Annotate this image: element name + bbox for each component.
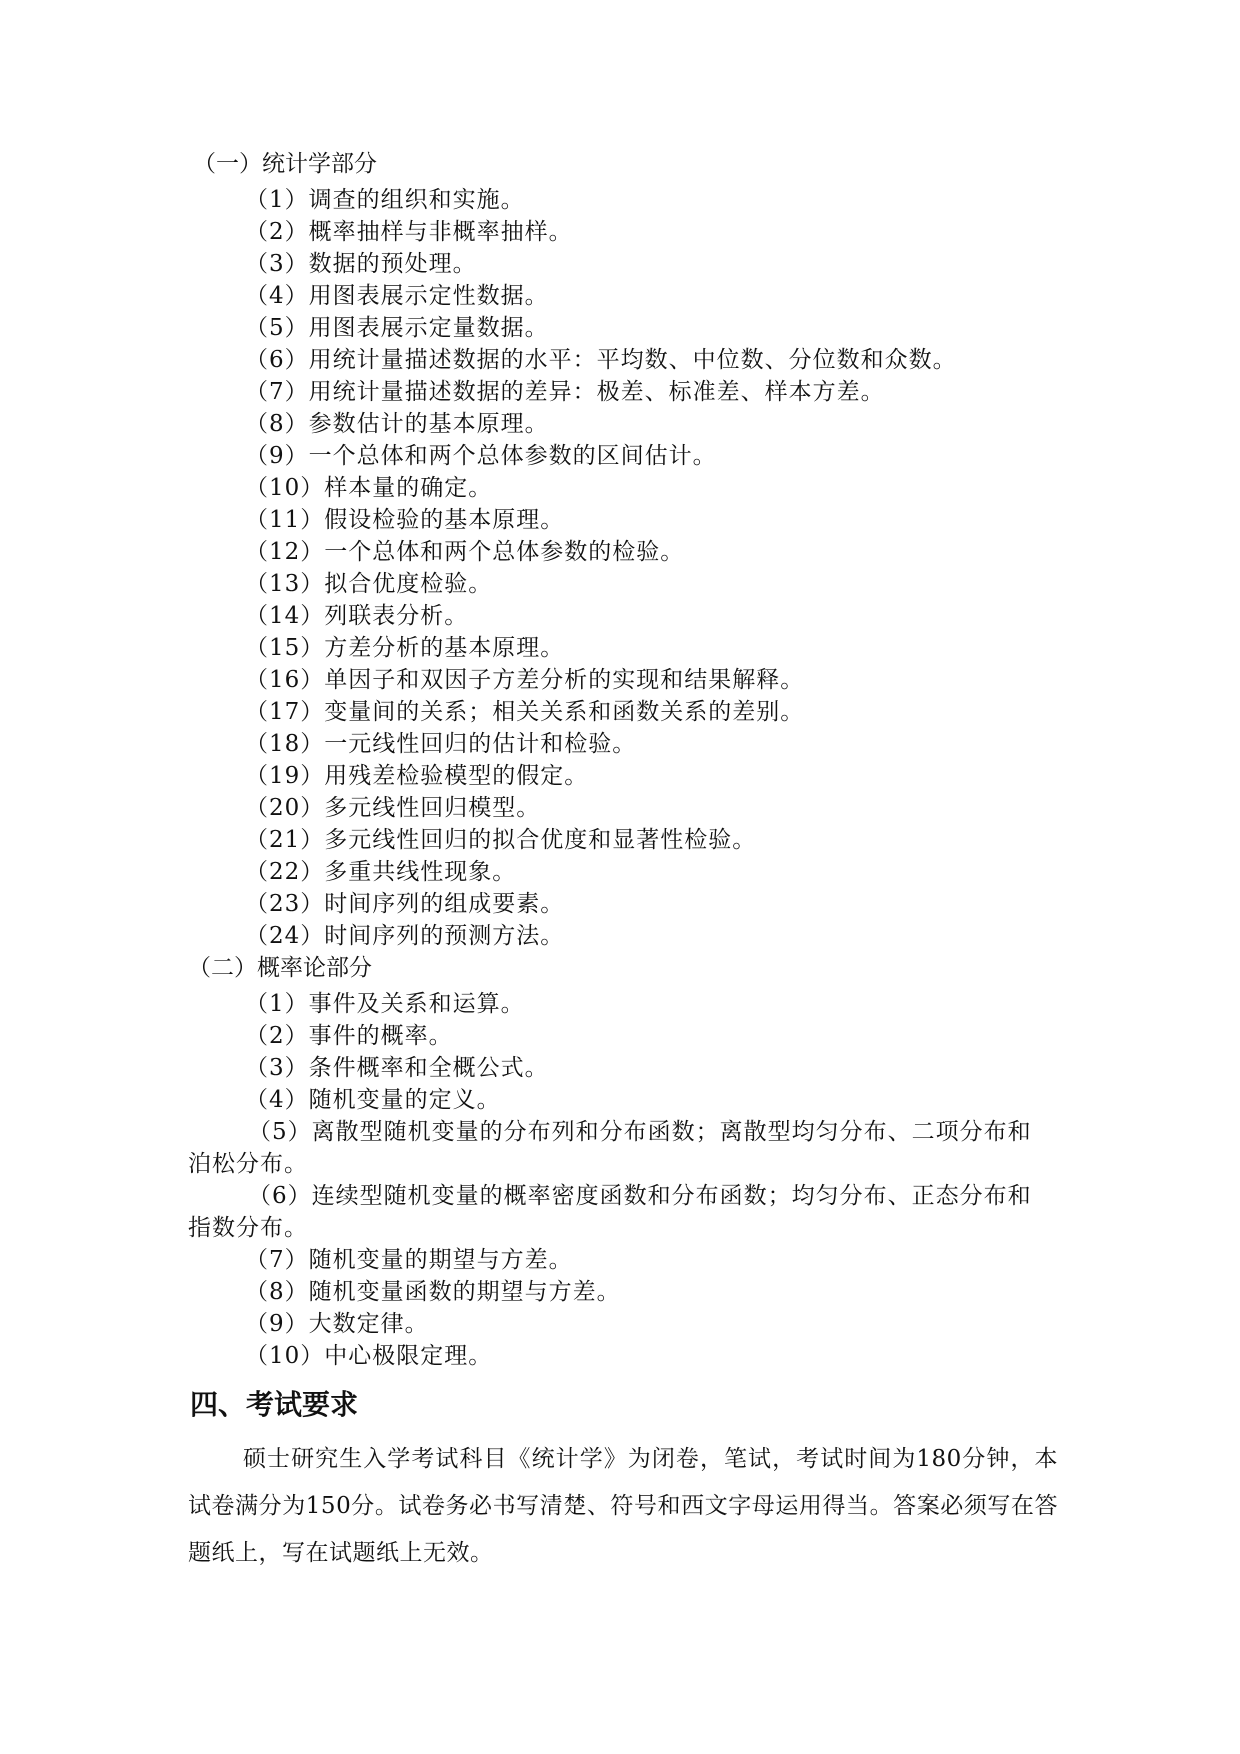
list-item: （14）列联表分析。: [245, 603, 469, 629]
exam-requirements-paragraph: 硕士研究生入学考试科目《统计学》为闭卷，笔试，考试时间为180分钟，本试卷满分为150分。试卷务必书写清楚、符号和西文字母运用得当。答案必须写在答题纸上，写在试题纸上无效。: [188, 1446, 1058, 1566]
list-item: （4）随机变量的定义。: [245, 1087, 501, 1113]
list-item: （16）单因子和双因子方差分析的实现和结果解释。: [245, 667, 805, 693]
list-item: （12）一个总体和两个总体参数的检验。: [245, 539, 685, 565]
list-item: （7）用统计量描述数据的差异：极差、标准差、样本方差。: [245, 379, 885, 405]
list-item: （19）用残差检验模型的假定。: [245, 763, 589, 789]
list-item: （2）事件的概率。: [245, 1023, 453, 1049]
list-item: （2）概率抽样与非概率抽样。: [245, 219, 573, 245]
list-item: （9）一个总体和两个总体参数的区间估计。: [245, 443, 717, 469]
list-item: （3）数据的预处理。: [245, 251, 477, 277]
section-title-statistics: （一）统计学部分: [193, 151, 377, 177]
list-item: （3）条件概率和全概公式。: [245, 1055, 549, 1081]
list-item: （22）多重共线性现象。: [245, 859, 517, 885]
exam-requirements-heading: 四、考试要求: [190, 1388, 359, 1421]
list-item: （1）事件及关系和运算。: [245, 991, 525, 1017]
list-item: （24）时间序列的预测方法。: [245, 923, 565, 949]
list-item: （5）离散型随机变量的分布列和分布函数；离散型均匀分布、二项分布和泊松分布。: [188, 1119, 1032, 1177]
list-item: （6）用统计量描述数据的水平：平均数、中位数、分位数和众数。: [245, 347, 957, 373]
list-item: （8）参数估计的基本原理。: [245, 411, 549, 437]
list-item: （4）用图表展示定性数据。: [245, 283, 549, 309]
list-item: （23）时间序列的组成要素。: [245, 891, 565, 917]
list-item: （7）随机变量的期望与方差。: [245, 1247, 573, 1273]
list-item: （10）中心极限定理。: [245, 1343, 493, 1369]
list-item: （9）大数定律。: [245, 1311, 429, 1337]
list-item: （11）假设检验的基本原理。: [245, 507, 565, 533]
list-item: （15）方差分析的基本原理。: [245, 635, 565, 661]
list-item: （8）随机变量函数的期望与方差。: [245, 1279, 621, 1305]
list-item: （13）拟合优度检验。: [245, 571, 493, 597]
list-item: （20）多元线性回归模型。: [245, 795, 541, 821]
list-item: （18）一元线性回归的估计和检验。: [245, 731, 637, 757]
list-item: （10）样本量的确定。: [245, 475, 493, 501]
list-item: （21）多元线性回归的拟合优度和显著性检验。: [245, 827, 757, 853]
list-item: （17）变量间的关系；相关关系和函数关系的差别。: [245, 699, 805, 725]
list-item: （5）用图表展示定量数据。: [245, 315, 549, 341]
section-title-probability: （二）概率论部分: [188, 955, 372, 981]
list-item: （1）调查的组织和实施。: [245, 187, 525, 213]
list-item: （6）连续型随机变量的概率密度函数和分布函数；均匀分布、正态分布和指数分布。: [188, 1183, 1032, 1241]
